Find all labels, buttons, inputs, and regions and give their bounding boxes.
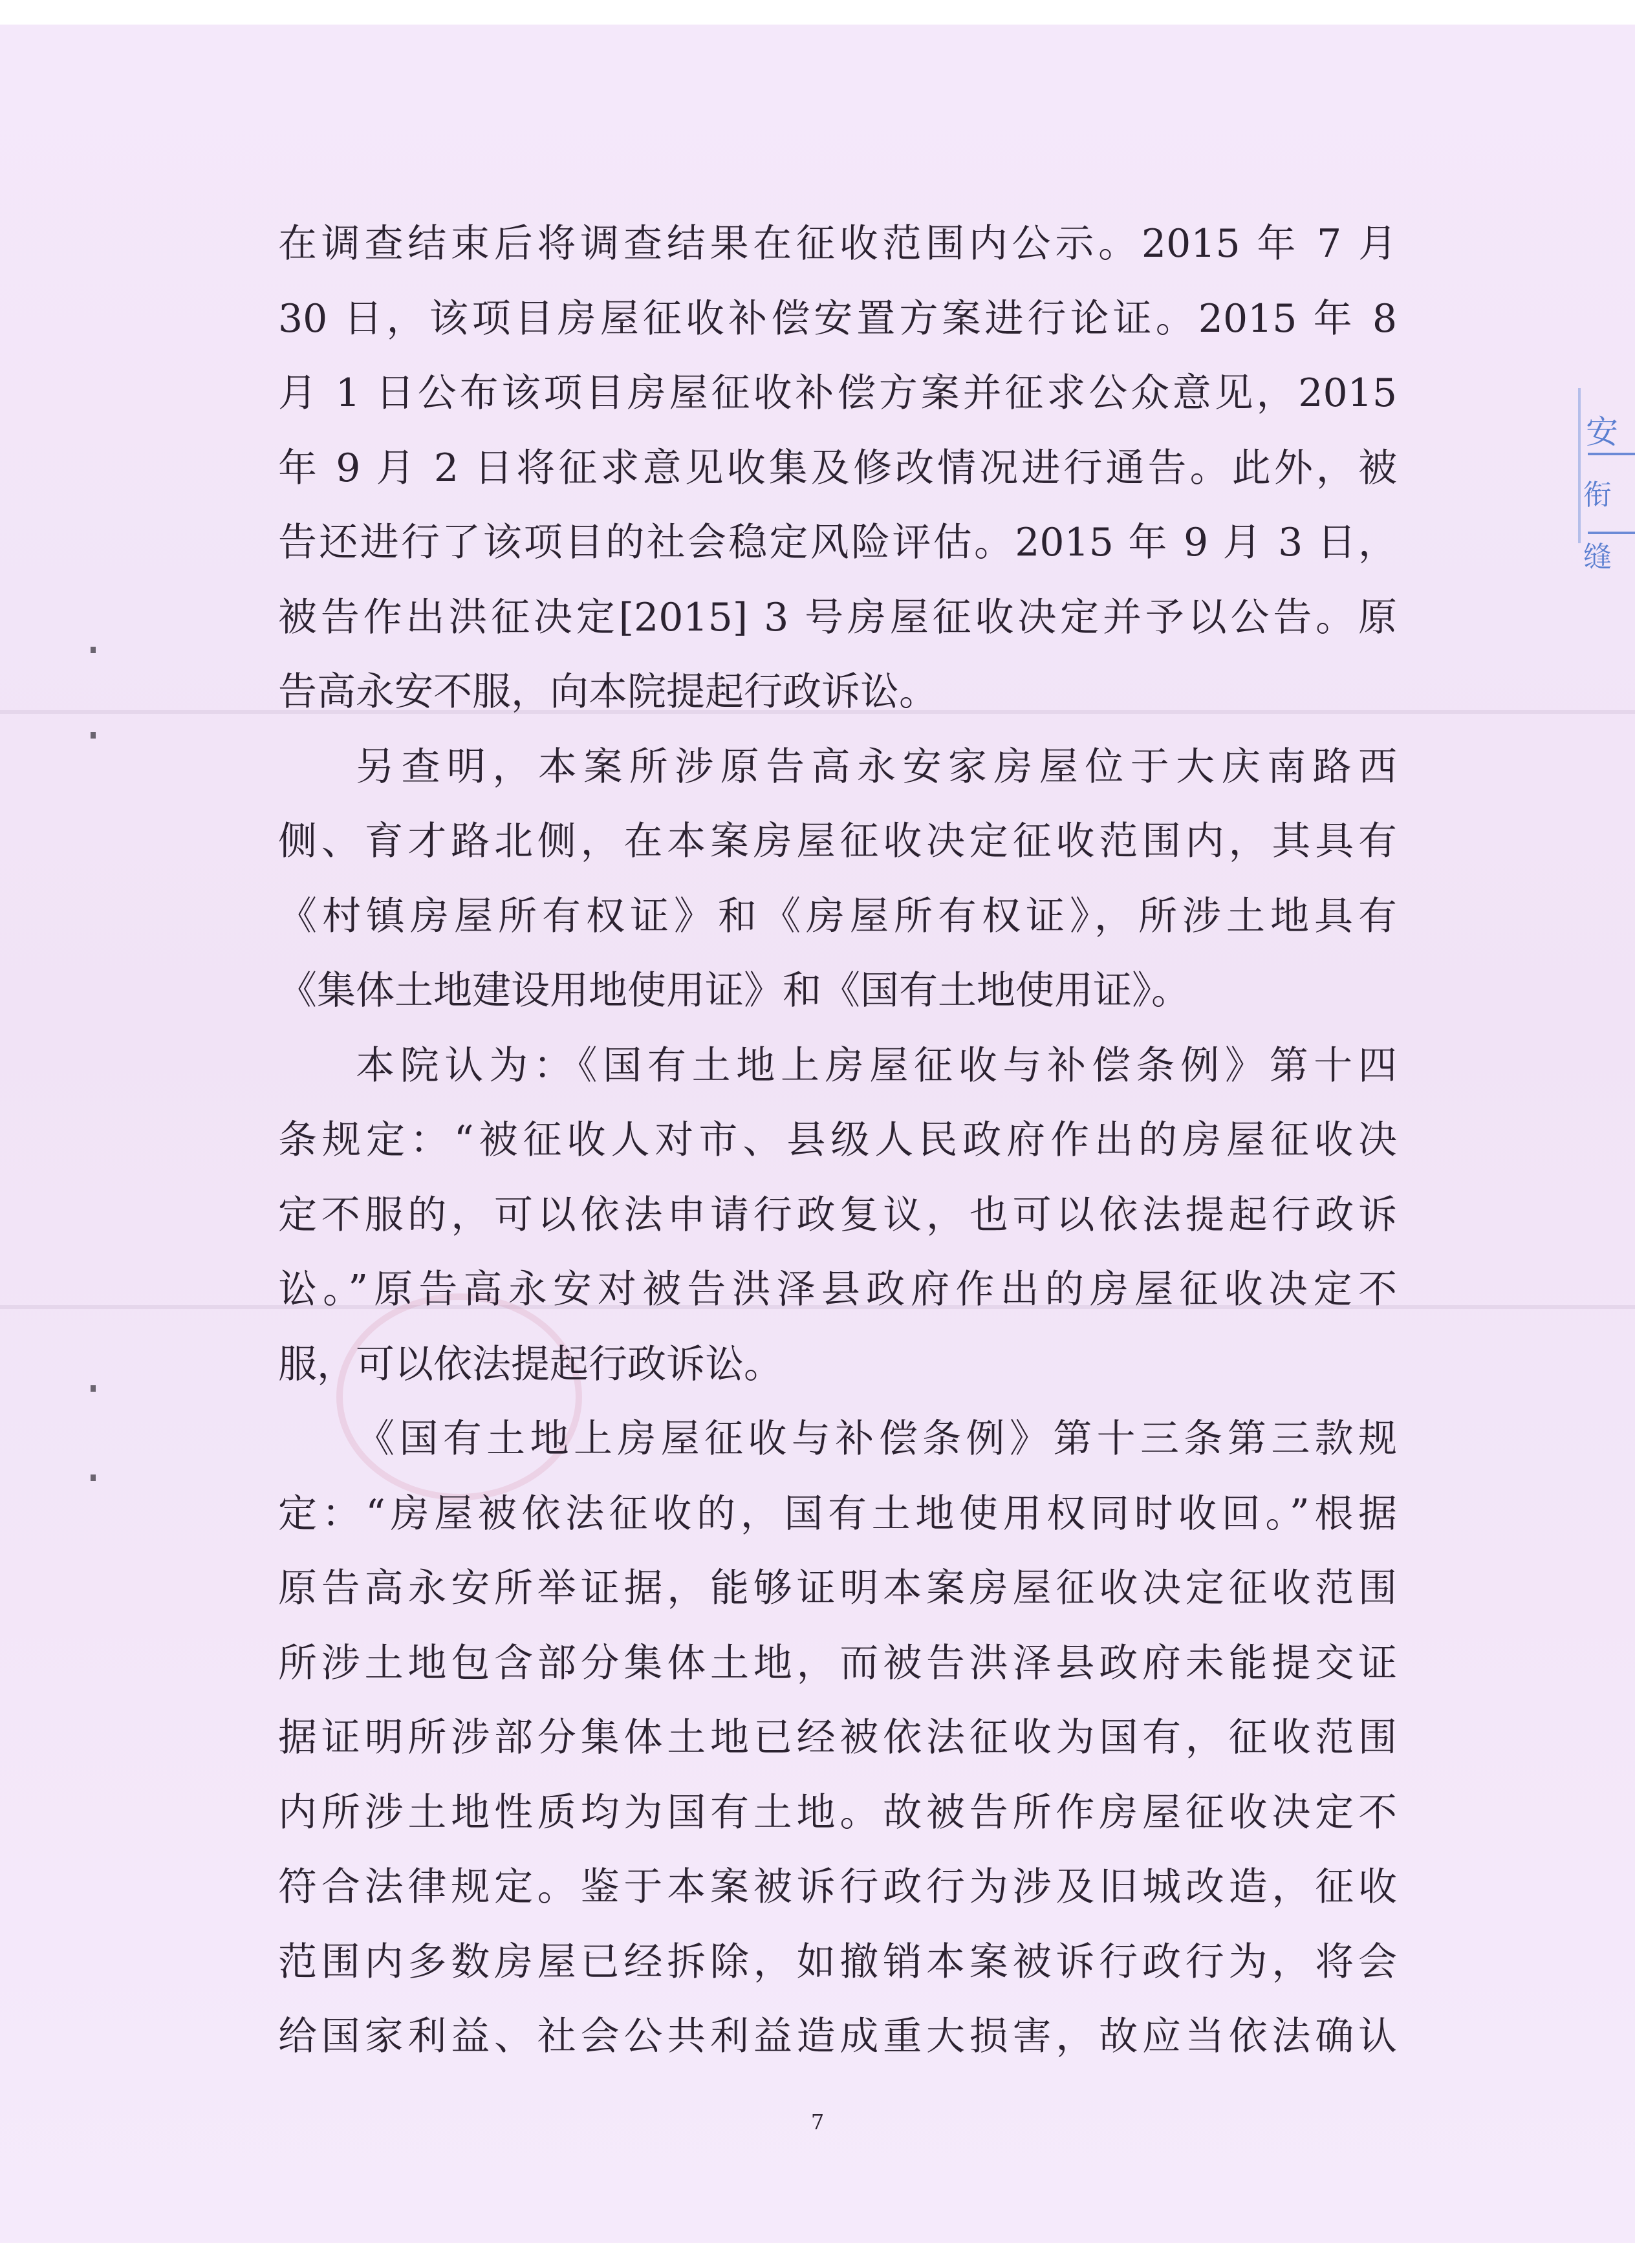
body-line: 条规定：“被征收人对市、县级人民政府作出的房屋征收决	[278, 1118, 1397, 1163]
binding-hole	[91, 1474, 96, 1481]
seam-stamp-fragment	[1578, 388, 1635, 574]
body-line: 符合法律规定。鉴于本案被诉行政行为涉及旧城改造，征收	[278, 1864, 1397, 1910]
body-line: 定：“房屋被依法征收的，国有土地使用权同时收回。”根据	[278, 1491, 1397, 1537]
binding-hole	[91, 1385, 96, 1392]
page-number: 7	[810, 2110, 825, 2134]
body-line: 《集体土地建设用地使用证》和《国有土地使用证》。	[278, 968, 1190, 1013]
body-line: 据证明所涉部分集体土地已经被依法征收为国有，征收范围	[278, 1715, 1397, 1760]
body-line: 范围内多数房屋已经拆除，如撤销本案被诉行政行为，将会	[278, 1939, 1397, 1985]
body-line: 所涉土地包含部分集体土地，而被告洪泽县政府未能提交证	[278, 1640, 1397, 1686]
body-line: 服，可以依法提起行政诉讼。	[278, 1341, 783, 1387]
body-line: 在调查结束后将调查结果在征收范围内公示。2015 年 7 月	[278, 221, 1397, 266]
body-line: 讼。”原告高永安对被告洪泽县政府作出的房屋征收决定不	[278, 1267, 1397, 1312]
body-line: 本院认为：《国有土地上房屋征收与补偿条例》第十四	[356, 1042, 1397, 1088]
body-line: 月 1 日公布该项目房屋征收补偿方案并征求公众意见，2015	[278, 371, 1397, 416]
body-line: 《国有土地上房屋征收与补偿条例》第十三条第三款规	[356, 1416, 1397, 1462]
body-line: 30 日，该项目房屋征收补偿安置方案进行论证。2015 年 8	[278, 296, 1397, 341]
body-line: 被告作出洪征决定[2015] 3 号房屋征收决定并予以公告。原	[278, 594, 1397, 640]
body-line: 内所涉土地性质均为国有土地。故被告所作房屋征收决定不	[278, 1789, 1397, 1835]
body-line: 《村镇房屋所有权证》和《房屋所有权证》，所涉土地具有	[278, 893, 1397, 939]
body-line: 告高永安不服，向本院提起行政诉讼。	[278, 669, 938, 715]
stamp-border	[1578, 388, 1581, 543]
body-line: 另查明，本案所涉原告高永安家房屋位于大庆南路西	[356, 744, 1397, 790]
body-line: 原告高永安所举证据，能够证明本案房屋征收决定征收范围	[278, 1566, 1397, 1611]
body-line: 定不服的，可以依法申请行政复议，也可以依法提起行政诉	[278, 1192, 1397, 1238]
binding-hole	[91, 647, 96, 653]
binding-hole	[91, 732, 96, 739]
body-line: 给国家利益、社会公共利益造成重大损害，故应当依法确认	[278, 2014, 1397, 2059]
stamp-text: 衔缝	[1583, 479, 1612, 574]
body-line: 侧、育才路北侧，在本案房屋征收决定征收范围内，其具有	[278, 819, 1397, 864]
body-line: 告还进行了该项目的社会稳定风险评估。2015 年 9 月 3 日，	[278, 520, 1397, 565]
stamp-text: 安	[1586, 413, 1618, 451]
body-line: 年 9 月 2 日将征求意见收集及修改情况进行通告。此外，被	[278, 445, 1397, 491]
document-body	[278, 207, 1397, 2075]
